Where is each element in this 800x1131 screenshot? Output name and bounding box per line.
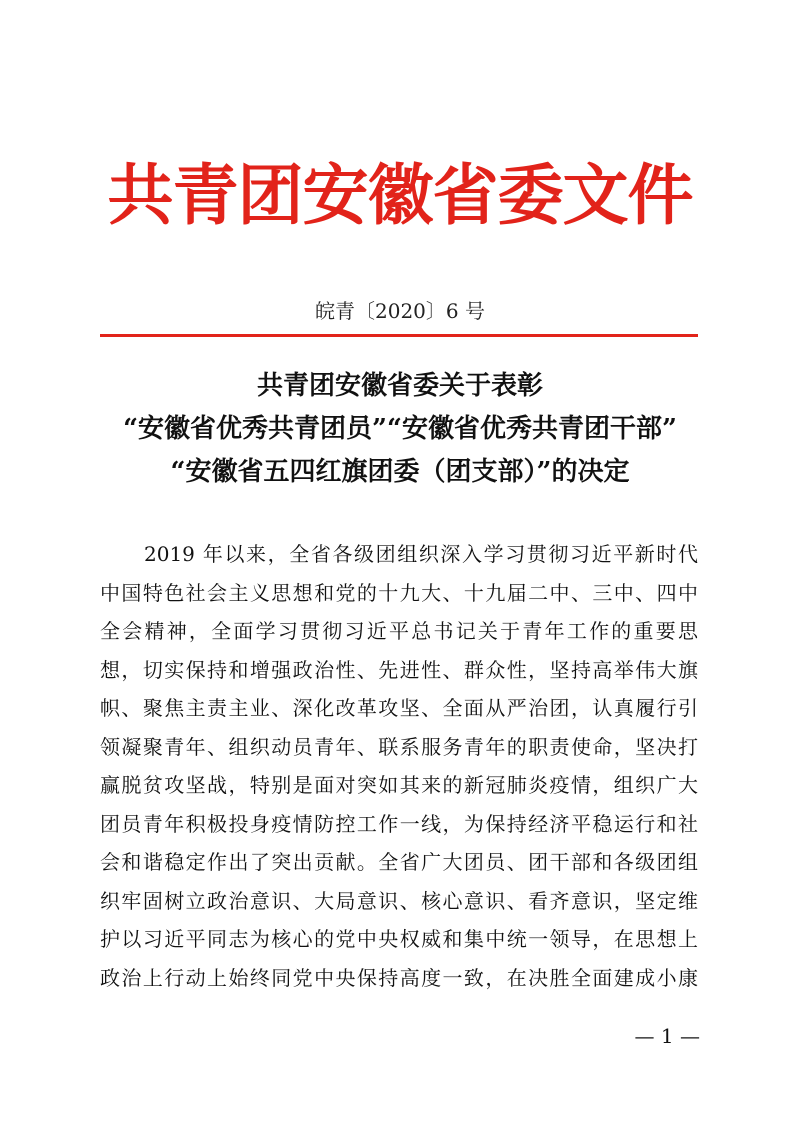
- body-paragraph: [100, 535, 698, 997]
- title-line-2: “安徽省优秀共青团员”“安徽省优秀共青团干部”: [123, 414, 677, 444]
- red-divider-rule: [100, 334, 698, 337]
- title-line-1: 共青团安徽省委关于表彰: [256, 371, 543, 401]
- body-line-1: 2019 年以来，全省各级团组织深入学习贯彻习近平新时代: [144, 542, 698, 566]
- body-line-6: 领凝聚青年、组织动员青年、联系服务青年的职责使命，坚决打: [100, 734, 698, 759]
- body-line-12: 政治上行动上始终同党中央保持高度一致，在决胜全面建成小康: [100, 965, 698, 990]
- body-line-5: 帜、聚焦主责主业、深化改革攻坚、全面从严治团，认真履行引: [100, 696, 698, 720]
- body-line-3: 全会精神，全面学习贯彻习近平总书记关于青年工作的重要思: [100, 619, 698, 643]
- body-line-11: 护以习近平同志为核心的党中央权威和集中统一领导，在思想上: [100, 927, 698, 951]
- body-line-9: 会和谐稳定作出了突出贡献。全省广大团员、团干部和各级团组: [100, 850, 698, 874]
- document-title: [0, 365, 800, 494]
- body-line-2: 中国特色社会主义思想和党的十九大、十九届二中、三中、四中: [100, 580, 698, 605]
- document-number: 皖青〔2020〕6 号: [315, 299, 485, 323]
- body-line-10: 织牢固树立政治意识、大局意识、核心意识、看齐意识，坚定维: [100, 888, 698, 913]
- title-line-3: “安徽省五四红旗团委（团支部）”的决定: [170, 457, 630, 487]
- page-number: — 1 —: [634, 1024, 700, 1048]
- body-line-8: 团员青年积极投身疫情防控工作一线，为保持经济平稳运行和社: [100, 811, 698, 836]
- masthead-title: 共青团安徽省委文件: [107, 157, 693, 234]
- body-line-4: 想，切实保持和增强政治性、先进性、群众性，坚持高举伟大旗: [100, 657, 698, 682]
- body-line-7: 赢脱贫攻坚战，特别是面对突如其来的新冠肺炎疫情，组织广大: [100, 773, 698, 797]
